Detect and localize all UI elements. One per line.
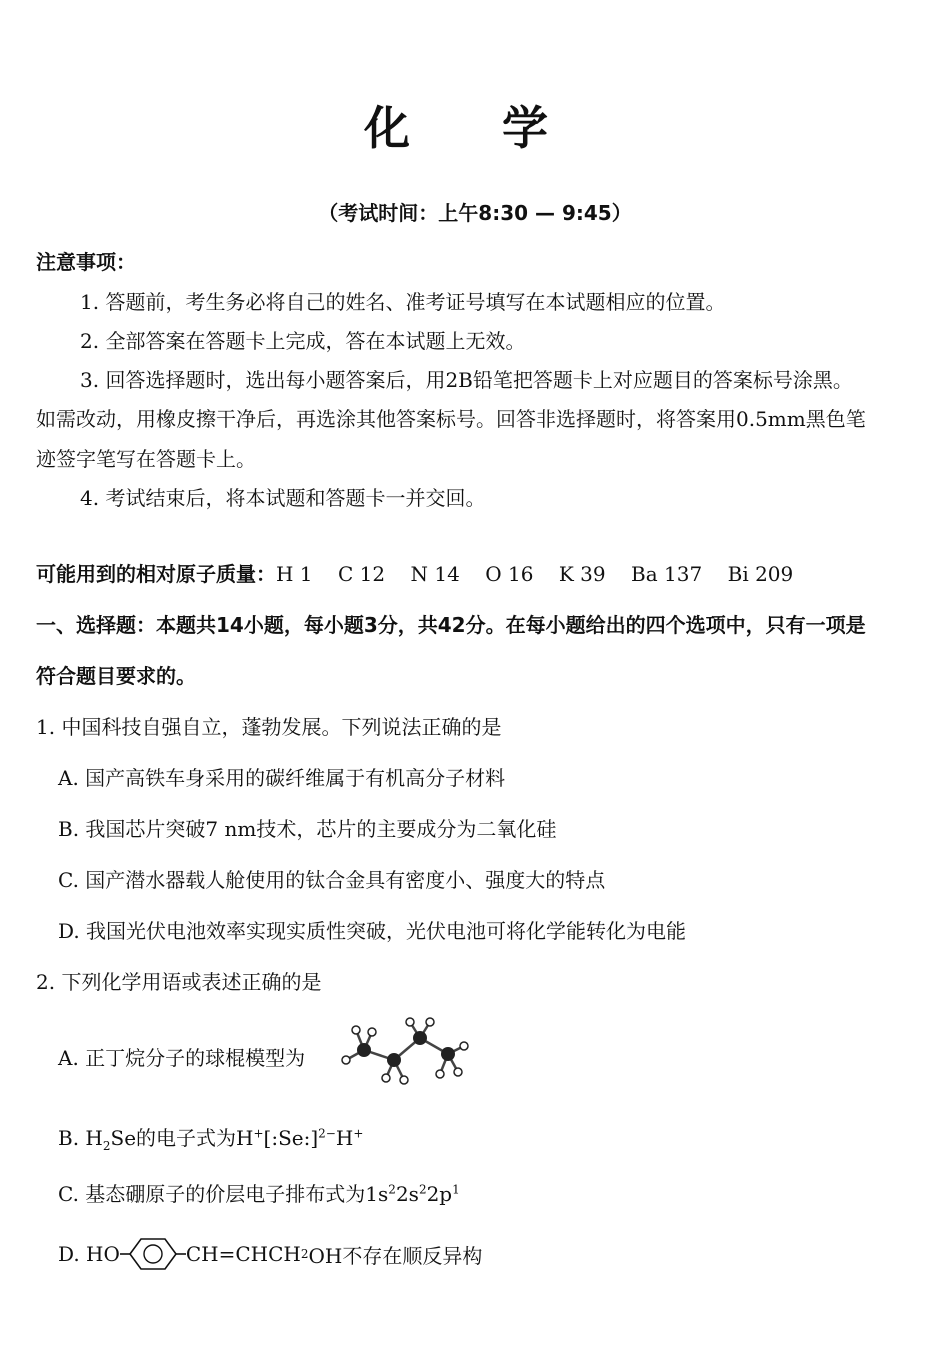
q2-option-d: D. HO CH=CHCH 2 OH不存在顺反异构 — [58, 1236, 482, 1272]
q1-option-c: C. 国产潜水器载人舱使用的钛合金具有密度小、强度大的特点 — [58, 868, 606, 892]
q2-option-b: B. $H_2Se$的电子式为H+[:Se:]$^{2-}$H+ — [58, 1126, 364, 1153]
benzene-ring-icon — [120, 1236, 186, 1272]
section1-heading-line2: 符合题目要求的。 — [36, 664, 196, 688]
notice-item-3-line1: 3. 回答选择题时，选出每小题答案后，用2B铅笔把答题卡上对应题目的答案标号涂黑。 — [80, 368, 853, 392]
q2-stem: 2. 下列化学用语或表述正确的是 — [36, 970, 322, 994]
section1-heading-line1: 一、选择题：本题共14小题，每小题3分，共42分。在每小题给出的四个选项中，只有一项是 — [36, 613, 866, 637]
notice-item-3-line2: 如需改动，用橡皮擦干净后，再选涂其他答案标号。回答非选择题时，将答案用0.5mm黑色笔 — [36, 407, 866, 431]
atomic-mass-label: 可能用到的相对原子质量： — [36, 562, 276, 586]
notice-item-4: 4. 考试结束后，将本试题和答题卡一并交回。 — [80, 486, 486, 510]
notice-item-3-line3: 迹签字笔写在答题卡上。 — [36, 447, 256, 471]
q1-stem: 1. 中国科技自强自立，蓬勃发展。下列说法正确的是 — [36, 715, 502, 739]
notice-item-1: 1. 答题前，考生务必将自己的姓名、准考证号填写在本试题相应的位置。 — [80, 290, 726, 314]
q2-option-a: A. 正丁烷分子的球棍模型为 — [58, 1046, 306, 1070]
page-title: 化 学 — [363, 101, 586, 155]
q1-option-a: A. 国产高铁车身采用的碳纤维属于有机高分子材料 — [58, 766, 506, 790]
q1-option-b: B. 我国芯片突破7 nm技术，芯片的主要成分为二氧化硅 — [58, 817, 557, 841]
atomic-mass-line — [36, 558, 793, 587]
atomic-mass-values: H 1 C 12 N 14 O 16 K 39 Ba 137 Bi 209 — [276, 562, 794, 586]
selenide-electron-dots: [:Se:] — [263, 1126, 319, 1150]
butane-ball-stick-icon — [336, 1016, 472, 1088]
q2-option-c: C. 基态硼原子的价层电子排布式为$1s^22s^22p^1$ — [58, 1182, 460, 1206]
notice-item-2: 2. 全部答案在答题卡上完成，答在本试题上无效。 — [80, 329, 526, 353]
exam-time: （考试时间：上午8:30 — 9:45） — [318, 201, 632, 225]
q1-option-d: D. 我国光伏电池效率实现实质性突破，光伏电池可将化学能转化为电能 — [58, 919, 687, 943]
notice-heading: 注意事项： — [36, 250, 136, 274]
